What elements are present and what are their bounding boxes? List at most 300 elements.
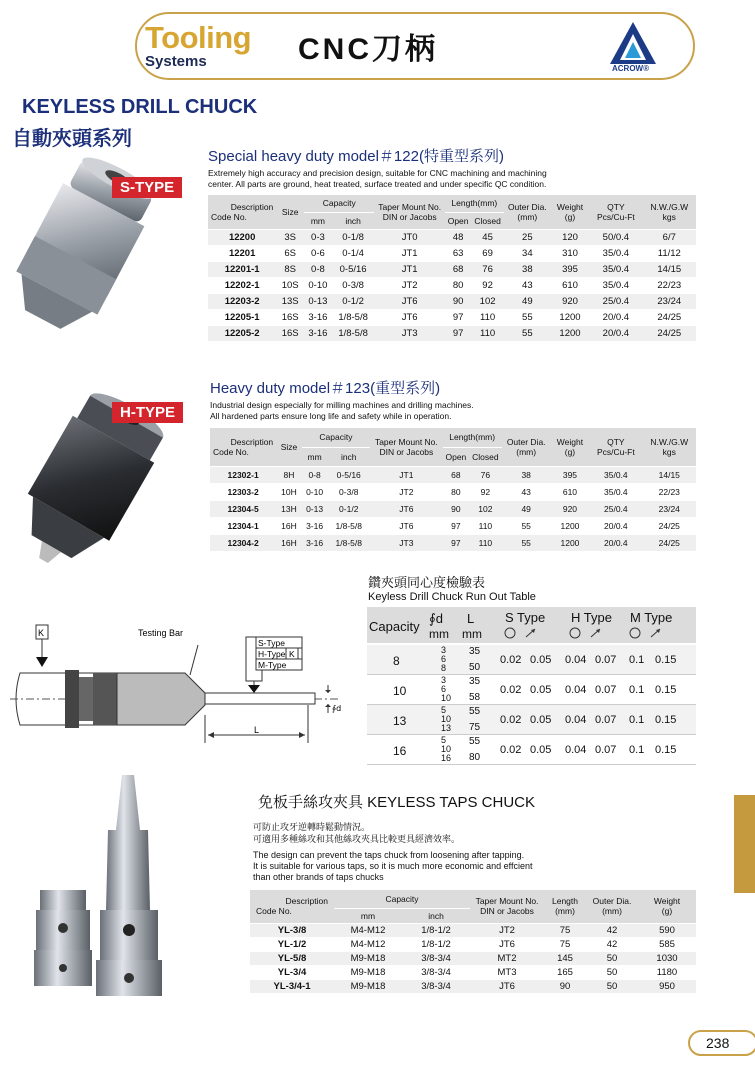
table-cell: JT1 xyxy=(374,261,444,277)
table-cell: 22/23 xyxy=(643,483,696,500)
code-cell: 12304-2 xyxy=(210,534,276,551)
weight-header: Weight (g) xyxy=(551,195,589,229)
runout-row xyxy=(367,675,696,705)
capacity-header: Capacity xyxy=(302,428,370,447)
runout-m-cell: 0.1 xyxy=(629,684,645,696)
runout-l-cell: 58 xyxy=(469,692,481,703)
taps-chuck-image xyxy=(30,770,180,1010)
table-cell: 165 xyxy=(544,965,586,979)
table-row xyxy=(250,965,696,979)
table-cell: 120 xyxy=(551,229,589,245)
runout-m-cell: 0.15 xyxy=(655,684,677,696)
table-row xyxy=(210,534,696,551)
taps-description-code-header: Description Code No. xyxy=(250,890,334,923)
table-cell: 20/0.4 xyxy=(589,325,642,341)
table-cell: 0-1/2 xyxy=(327,500,370,517)
runout-h-cell: 0.07 xyxy=(595,684,617,696)
taper-header: Taper Mount No. DIN or Jacobs xyxy=(370,428,443,466)
runout-capacity-cell: 8 xyxy=(393,654,400,668)
table-cell: 20/0.4 xyxy=(589,517,642,534)
open-header: Open xyxy=(443,447,469,466)
runout-m-cell: 0.1 xyxy=(629,744,645,756)
table-cell: 1200 xyxy=(551,309,589,325)
open-header: Open xyxy=(445,212,471,229)
table-row xyxy=(208,325,696,341)
diagram-m-type-label: M-Type xyxy=(258,660,287,670)
table-cell: 63 xyxy=(445,245,471,261)
table-row xyxy=(210,517,696,534)
table-cell: 3/8-3/4 xyxy=(402,951,470,965)
mm-header: mm xyxy=(304,212,332,229)
diagram-l-label: L xyxy=(254,725,260,735)
table-row xyxy=(208,261,696,277)
table-cell: 11/12 xyxy=(643,245,696,261)
code-cell: YL-5/8 xyxy=(250,951,334,965)
runout-m-header: M Type xyxy=(630,610,673,625)
taps-title: 免板手絲攻夾具 KEYLESS TAPS CHUCK xyxy=(258,794,536,811)
table-cell: 49 xyxy=(504,293,551,309)
table-cell: 16S xyxy=(276,309,304,325)
table-cell: 3S xyxy=(276,229,304,245)
taps-capacity-header: Capacity xyxy=(334,890,470,908)
code-cell: YL-3/8 xyxy=(250,923,334,937)
diagram-s-type-label: S-Type xyxy=(258,638,285,648)
table-cell: 14/15 xyxy=(643,466,696,483)
closed-header: Closed xyxy=(469,447,502,466)
code-cell: 12201 xyxy=(208,245,276,261)
table-cell: 1/8-5/8 xyxy=(332,325,375,341)
weight-header: Weight (g) xyxy=(551,428,589,466)
table-cell: 43 xyxy=(502,483,551,500)
runout-s-cell: 0.02 xyxy=(500,654,522,666)
table-cell: JT2 xyxy=(374,277,444,293)
runout-m-cell: 0.15 xyxy=(655,654,677,666)
runout-h-cell: 0.07 xyxy=(595,654,617,666)
table-cell: 0-13 xyxy=(304,293,332,309)
table-cell: 3-16 xyxy=(302,517,328,534)
s-type-desc-1: Extremely high accuracy and precision design, suitable for CNC machining and machining xyxy=(208,168,547,178)
table-cell: 75 xyxy=(544,937,586,951)
page-title: KEYLESS DRILL CHUCK xyxy=(22,96,258,118)
table-cell: 35/0.4 xyxy=(589,245,642,261)
table-cell: JT6 xyxy=(370,500,443,517)
table-cell: MT3 xyxy=(470,965,544,979)
table-cell: 97 xyxy=(445,309,471,325)
table-cell: 1/8-1/2 xyxy=(402,937,470,951)
table-cell: 0-3 xyxy=(304,229,332,245)
code-cell: 12304-5 xyxy=(210,500,276,517)
runout-capacity-header: Capacity xyxy=(369,619,420,634)
runout-m-cell: 0.1 xyxy=(629,654,645,666)
table-cell: 34 xyxy=(504,245,551,261)
table-cell: M9-M18 xyxy=(334,965,402,979)
h-type-desc-1: Industrial design especially for milling machines and drilling machines. xyxy=(210,400,474,410)
taps-desc-zh-2: 可適用多種絲攻和其他絲攻夾具比較更具經濟效率。 xyxy=(253,834,461,844)
table-cell: 0-8 xyxy=(304,261,332,277)
table-cell: 76 xyxy=(469,466,502,483)
table-cell: JT3 xyxy=(370,534,443,551)
table-cell: 10H xyxy=(276,483,302,500)
table-cell: 1/8-1/2 xyxy=(402,923,470,937)
table-cell: 43 xyxy=(504,277,551,293)
code-cell: 12202-1 xyxy=(208,277,276,293)
runout-d-cell: 10 xyxy=(441,714,452,724)
runout-s-cell: 0.02 xyxy=(500,714,522,726)
table-cell: 610 xyxy=(551,483,589,500)
diagram-d-label: ∮d xyxy=(332,704,342,713)
table-cell: 0-1/2 xyxy=(332,293,375,309)
runout-s-cell: 0.05 xyxy=(530,684,552,696)
runout-s-cell: 0.05 xyxy=(530,654,552,666)
runout-d-cell: 3 xyxy=(441,675,447,685)
runout-h-cell: 0.04 xyxy=(565,684,587,696)
table-cell: JT6 xyxy=(470,979,544,993)
runout-s-header: S Type xyxy=(505,610,546,625)
table-cell: 90 xyxy=(443,500,469,517)
table-cell: 10S xyxy=(276,277,304,293)
table-cell: 110 xyxy=(469,517,502,534)
table-cell: 0-1/4 xyxy=(332,245,375,261)
taps-mm-header: mm xyxy=(334,908,402,923)
table-cell: 920 xyxy=(551,500,589,517)
table-cell: 25/0.4 xyxy=(589,293,642,309)
table-cell: 585 xyxy=(638,937,696,951)
table-cell: 20/0.4 xyxy=(589,534,642,551)
table-row xyxy=(210,500,696,517)
table-row xyxy=(208,309,696,325)
table-cell: 75 xyxy=(544,923,586,937)
size-header: Size xyxy=(276,428,302,466)
taps-outer-header: Outer Dia. (mm) xyxy=(586,890,638,923)
outer-dia-header: Outer Dia. (mm) xyxy=(504,195,551,229)
length-header: Length(mm) xyxy=(445,195,504,212)
table-cell: 69 xyxy=(471,245,504,261)
runout-d-cell: 6 xyxy=(441,654,447,664)
table-cell: 90 xyxy=(544,979,586,993)
table-cell: 310 xyxy=(551,245,589,261)
table-cell: 0-10 xyxy=(304,277,332,293)
description-code-header: Description Code No. xyxy=(208,195,276,229)
s-type-badge: S-TYPE xyxy=(112,177,182,198)
table-cell: 590 xyxy=(638,923,696,937)
table-cell: 0-5/16 xyxy=(332,261,375,277)
logo-systems: Systems xyxy=(145,53,207,70)
runout-title-en: Keyless Drill Chuck Run Out Table xyxy=(368,591,536,603)
taps-taper-header: Taper Mount No. DIN or Jacobs xyxy=(470,890,544,923)
taps-desc-zh-1: 可防止攻牙逆轉時鬆動情況。 xyxy=(253,822,371,832)
table-cell: M4-M12 xyxy=(334,923,402,937)
runout-l-cell: 55 xyxy=(469,736,481,747)
runout-h-cell: 0.07 xyxy=(595,744,617,756)
outer-dia-header: Outer Dia. (mm) xyxy=(502,428,551,466)
table-cell: M9-M18 xyxy=(334,979,402,993)
table-cell: 92 xyxy=(469,483,502,500)
table-cell: 110 xyxy=(471,325,504,341)
table-cell: 8S xyxy=(276,261,304,277)
code-cell: 12304-1 xyxy=(210,517,276,534)
h-type-badge: H-TYPE xyxy=(112,402,183,423)
table-cell: 24/25 xyxy=(643,309,696,325)
table-cell: 0-6 xyxy=(304,245,332,261)
table-cell: 1030 xyxy=(638,951,696,965)
table-cell: 80 xyxy=(445,277,471,293)
table-cell: JT1 xyxy=(374,245,444,261)
runout-d-cell: 3 xyxy=(441,645,447,655)
table-cell: JT0 xyxy=(374,229,444,245)
table-cell: 50/0.4 xyxy=(589,229,642,245)
page-number: 238 xyxy=(706,1035,730,1051)
table-cell: 16S xyxy=(276,325,304,341)
runout-d-cell: 6 xyxy=(441,684,447,694)
table-cell: 3/8-3/4 xyxy=(402,979,470,993)
diagram-k2-label: K xyxy=(289,649,295,659)
code-cell: 12200 xyxy=(208,229,276,245)
table-cell: 1180 xyxy=(638,965,696,979)
table-cell: 13S xyxy=(276,293,304,309)
runout-test-diagram xyxy=(10,615,355,775)
table-row xyxy=(210,483,696,500)
table-cell: 0-1/8 xyxy=(332,229,375,245)
code-cell: 12205-2 xyxy=(208,325,276,341)
page-subtitle: 自動夾頭系列 xyxy=(12,128,132,150)
table-cell: 80 xyxy=(443,483,469,500)
table-cell: 22/23 xyxy=(643,277,696,293)
table-cell: 1/8-5/8 xyxy=(327,534,370,551)
diagram-k-label: K xyxy=(38,628,45,638)
table-cell: JT6 xyxy=(370,517,443,534)
table-cell: 23/24 xyxy=(643,500,696,517)
table-cell: 0-5/16 xyxy=(327,466,370,483)
diagram-testing-bar-label: Testing Bar xyxy=(138,628,184,638)
code-cell: YL-1/2 xyxy=(250,937,334,951)
table-row xyxy=(208,245,696,261)
runout-s-cell: 0.02 xyxy=(500,684,522,696)
table-cell: 38 xyxy=(502,466,551,483)
runout-l-header: L xyxy=(467,611,475,626)
table-cell: 1200 xyxy=(551,517,589,534)
table-row xyxy=(208,293,696,309)
table-cell: 68 xyxy=(445,261,471,277)
table-cell: 55 xyxy=(504,309,551,325)
table-cell: 55 xyxy=(502,517,551,534)
table-cell: 1/8-5/8 xyxy=(327,517,370,534)
table-cell: 3-16 xyxy=(304,325,332,341)
runout-title-zh: 鑽夾頭同心度檢驗表 xyxy=(368,575,486,590)
table-cell: 6S xyxy=(276,245,304,261)
table-cell: 24/25 xyxy=(643,517,696,534)
code-cell: 12302-1 xyxy=(210,466,276,483)
table-cell: 395 xyxy=(551,261,589,277)
taps-length-header: Length (mm) xyxy=(544,890,586,923)
runout-d-cell: 5 xyxy=(441,705,447,715)
s-type-spec-table xyxy=(208,195,696,342)
size-header: Size xyxy=(276,195,304,229)
table-cell: 8H xyxy=(276,466,302,483)
runout-table xyxy=(367,607,696,767)
nw-gw-header: N.W./G.W kgs xyxy=(643,428,696,466)
capacity-header: Capacity xyxy=(304,195,374,212)
table-cell: M4-M12 xyxy=(334,937,402,951)
table-cell: 50 xyxy=(586,965,638,979)
table-cell: 6/7 xyxy=(643,229,696,245)
table-cell: 110 xyxy=(469,534,502,551)
table-cell: 42 xyxy=(586,937,638,951)
runout-d-cell: 8 xyxy=(441,663,447,673)
table-row xyxy=(250,979,696,993)
table-cell: 950 xyxy=(638,979,696,993)
table-cell: 48 xyxy=(445,229,471,245)
table-cell: 24/25 xyxy=(643,325,696,341)
runout-l-cell: 80 xyxy=(469,752,481,763)
qty-header: QTY Pcs/Cu-Ft xyxy=(589,428,642,466)
taps-desc-en-2: It is suitable for various taps, so it is much more economic and effcient xyxy=(253,861,533,871)
side-tab xyxy=(734,795,755,893)
table-cell: 0-3/8 xyxy=(327,483,370,500)
description-code-header: Description Code No. xyxy=(210,428,276,466)
runout-s-cell: 0.05 xyxy=(530,714,552,726)
runout-d-mm: mm xyxy=(429,627,449,641)
runout-l-cell: 35 xyxy=(469,676,481,687)
table-cell: 14/15 xyxy=(643,261,696,277)
mm-header: mm xyxy=(302,447,328,466)
taps-desc-en-3: than other brands of taps chucks xyxy=(253,872,384,882)
diagram-h-type-label: H-Type xyxy=(258,649,286,659)
code-cell: 12303-2 xyxy=(210,483,276,500)
table-cell: JT3 xyxy=(374,325,444,341)
table-cell: 3-16 xyxy=(302,534,328,551)
table-cell: 92 xyxy=(471,277,504,293)
table-cell: 49 xyxy=(502,500,551,517)
h-type-spec-table xyxy=(210,428,696,552)
table-cell: 55 xyxy=(502,534,551,551)
runout-l-cell: 35 xyxy=(469,646,481,657)
table-cell: 920 xyxy=(551,293,589,309)
runout-capacity-cell: 16 xyxy=(393,744,407,758)
logo-tooling: Tooling xyxy=(145,20,252,55)
runout-capacity-cell: 10 xyxy=(393,684,407,698)
table-cell: 97 xyxy=(445,325,471,341)
runout-d-header: ∮d xyxy=(429,611,444,626)
runout-d-cell: 10 xyxy=(441,744,452,754)
runout-capacity-cell: 13 xyxy=(393,714,407,728)
header-title: CNC刀柄 xyxy=(298,33,438,66)
table-cell: 395 xyxy=(551,466,589,483)
runout-row xyxy=(367,735,696,765)
table-cell: JT6 xyxy=(374,309,444,325)
runout-h-cell: 0.07 xyxy=(595,714,617,726)
table-cell: 13H xyxy=(276,500,302,517)
code-cell: 12201-1 xyxy=(208,261,276,277)
runout-h-cell: 0.04 xyxy=(565,654,587,666)
s-type-title: Special heavy duty model＃122(特重型系列) xyxy=(208,148,504,165)
runout-l-mm: mm xyxy=(462,627,482,641)
runout-l-cell: 55 xyxy=(469,706,481,717)
runout-l-cell: 50 xyxy=(469,662,481,673)
table-row xyxy=(250,937,696,951)
nw-gw-header: N.W./G.W kgs xyxy=(643,195,696,229)
runout-s-cell: 0.02 xyxy=(500,744,522,756)
table-cell: 23/24 xyxy=(643,293,696,309)
table-cell: 90 xyxy=(445,293,471,309)
code-cell: 12203-2 xyxy=(208,293,276,309)
taps-weight-header: Weight (g) xyxy=(638,890,696,923)
table-cell: 110 xyxy=(471,309,504,325)
closed-header: Closed xyxy=(471,212,504,229)
table-cell: 25 xyxy=(504,229,551,245)
table-cell: 50 xyxy=(586,979,638,993)
brand-name: ACROW® xyxy=(612,64,649,73)
table-cell: 45 xyxy=(471,229,504,245)
table-cell: 0-3/8 xyxy=(332,277,375,293)
table-cell: 3/8-3/4 xyxy=(402,965,470,979)
table-cell: 97 xyxy=(443,517,469,534)
table-cell: 25/0.4 xyxy=(589,500,642,517)
acrow-logo-icon xyxy=(608,20,658,66)
runout-l-cell: 75 xyxy=(469,722,481,733)
taps-spec-table xyxy=(250,890,696,994)
table-cell: 610 xyxy=(551,277,589,293)
table-row xyxy=(250,923,696,937)
table-cell: JT6 xyxy=(470,937,544,951)
roundness-arrow-icon xyxy=(627,626,667,640)
inch-header: inch xyxy=(327,447,370,466)
table-cell: 102 xyxy=(471,293,504,309)
table-cell: 102 xyxy=(469,500,502,517)
h-type-desc-2: All hardened parts ensure long life and safety while in operation. xyxy=(210,411,452,421)
table-cell: JT1 xyxy=(370,466,443,483)
table-cell: 97 xyxy=(443,534,469,551)
table-cell: 68 xyxy=(443,466,469,483)
s-type-desc-2: center. All parts are ground, heat treated, surface treated and under specific QC condition. xyxy=(208,179,547,189)
table-cell: JT2 xyxy=(470,923,544,937)
table-cell: 16H xyxy=(276,517,302,534)
table-row xyxy=(250,951,696,965)
table-cell: 16H xyxy=(276,534,302,551)
table-cell: JT2 xyxy=(370,483,443,500)
taps-desc-en-1: The design can prevent the taps chuck from loosening after tapping. xyxy=(253,850,525,860)
taps-inch-header: inch xyxy=(402,908,470,923)
table-cell: 20/0.4 xyxy=(589,309,642,325)
runout-row xyxy=(367,645,696,675)
table-cell: 145 xyxy=(544,951,586,965)
inch-header: inch xyxy=(332,212,375,229)
runout-m-cell: 0.15 xyxy=(655,744,677,756)
roundness-arrow-icon xyxy=(502,626,542,640)
table-cell: 3-16 xyxy=(304,309,332,325)
runout-d-cell: 13 xyxy=(441,723,452,733)
runout-m-cell: 0.15 xyxy=(655,714,677,726)
table-cell: 0-8 xyxy=(302,466,328,483)
runout-m-cell: 0.1 xyxy=(629,714,645,726)
runout-h-cell: 0.04 xyxy=(565,714,587,726)
table-cell: M9-M18 xyxy=(334,951,402,965)
table-cell: 1/8-5/8 xyxy=(332,309,375,325)
table-cell: 38 xyxy=(504,261,551,277)
runout-d-cell: 10 xyxy=(441,693,452,703)
table-cell: 1200 xyxy=(551,325,589,341)
table-cell: 76 xyxy=(471,261,504,277)
table-cell: 24/25 xyxy=(643,534,696,551)
qty-header: QTY Pcs/Cu-Ft xyxy=(589,195,642,229)
table-cell: 0-13 xyxy=(302,500,328,517)
table-row xyxy=(208,277,696,293)
code-cell: 12205-1 xyxy=(208,309,276,325)
table-cell: 35/0.4 xyxy=(589,466,642,483)
runout-h-cell: 0.04 xyxy=(565,744,587,756)
runout-d-cell: 16 xyxy=(441,753,452,763)
table-cell: 35/0.4 xyxy=(589,483,642,500)
table-cell: 50 xyxy=(586,951,638,965)
